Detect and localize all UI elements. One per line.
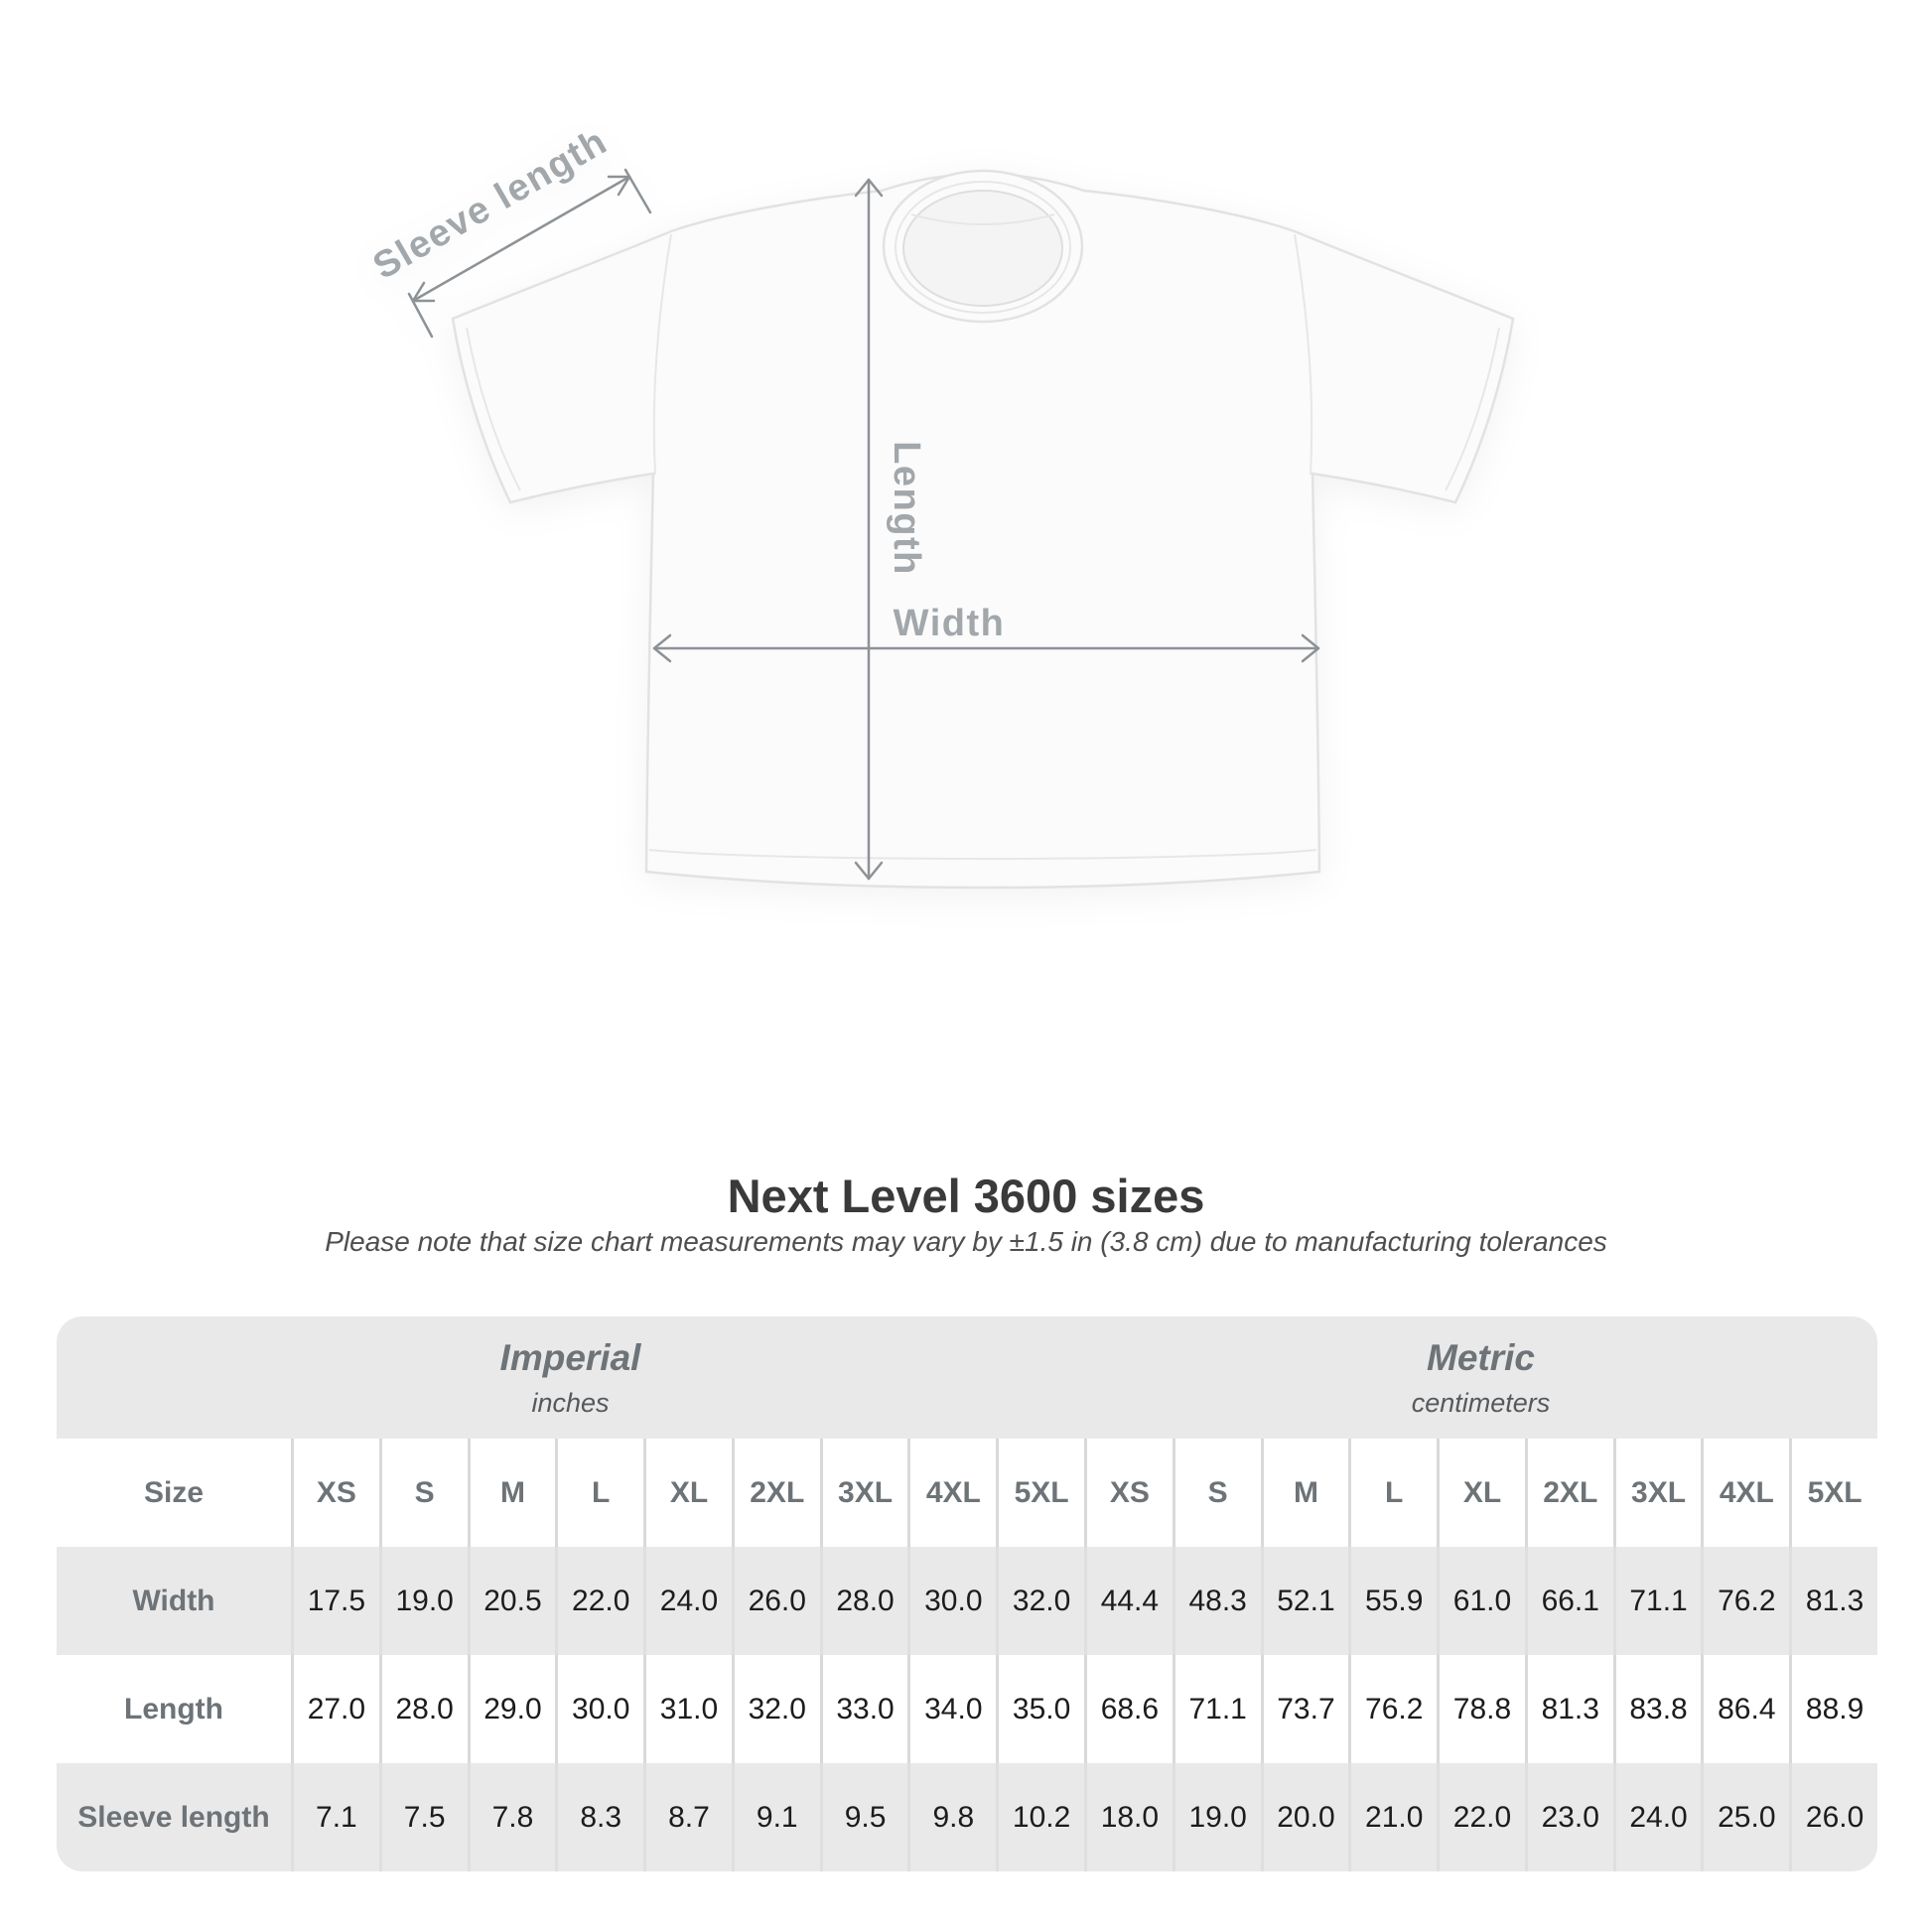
- value-cell: 20.0: [1261, 1763, 1349, 1871]
- value-cell: 9.1: [732, 1763, 820, 1871]
- unit-group-imperial: [57, 1316, 1084, 1439]
- value-cell: 32.0: [996, 1547, 1084, 1655]
- length-label: Length: [886, 441, 927, 576]
- size-table: [57, 1316, 1877, 1871]
- size-header-imperial: M: [468, 1439, 556, 1547]
- size-header-imperial: XL: [643, 1439, 732, 1547]
- size-header-metric: S: [1173, 1439, 1261, 1547]
- value-cell: 18.0: [1084, 1763, 1173, 1871]
- unit-group-label: Imperial: [499, 1336, 641, 1378]
- value-cell: 27.0: [291, 1655, 379, 1763]
- size-header-metric: XS: [1084, 1439, 1173, 1547]
- size-header-metric: M: [1261, 1439, 1349, 1547]
- value-cell: 73.7: [1261, 1655, 1349, 1763]
- value-cell: 35.0: [996, 1655, 1084, 1763]
- value-cell: 7.5: [379, 1763, 468, 1871]
- unit-group-unit: centimeters: [1411, 1387, 1551, 1418]
- value-cell: 7.1: [291, 1763, 379, 1871]
- value-cell: 19.0: [1173, 1763, 1261, 1871]
- page-subtitle: Please note that size chart measurements may vary by ±1.5 in (3.8 cm) due to manufacturing tolerances: [325, 1226, 1607, 1257]
- size-header-metric: 5XL: [1789, 1439, 1877, 1547]
- value-cell: 21.0: [1348, 1763, 1437, 1871]
- unit-group-label: Metric: [1427, 1336, 1535, 1378]
- value-cell: 88.9: [1789, 1655, 1877, 1763]
- value-cell: 24.0: [1613, 1763, 1702, 1871]
- value-cell: 86.4: [1701, 1655, 1789, 1763]
- value-cell: 26.0: [732, 1547, 820, 1655]
- value-cell: 71.1: [1613, 1547, 1702, 1655]
- value-cell: 68.6: [1084, 1655, 1173, 1763]
- size-header-metric: 4XL: [1701, 1439, 1789, 1547]
- value-cell: 33.0: [820, 1655, 908, 1763]
- size-header-metric: 2XL: [1525, 1439, 1613, 1547]
- value-cell: 78.8: [1437, 1655, 1525, 1763]
- value-cell: 76.2: [1701, 1547, 1789, 1655]
- size-header-imperial: 2XL: [732, 1439, 820, 1547]
- value-cell: 81.3: [1525, 1655, 1613, 1763]
- value-cell: 81.3: [1789, 1547, 1877, 1655]
- unit-group-metric: [1084, 1316, 1877, 1439]
- value-cell: 22.0: [1437, 1763, 1525, 1871]
- value-cell: 83.8: [1613, 1655, 1702, 1763]
- value-cell: 28.0: [820, 1547, 908, 1655]
- value-cell: 26.0: [1789, 1763, 1877, 1871]
- sleeve-length-label: Sleeve length: [365, 120, 616, 288]
- value-cell: 8.7: [643, 1763, 732, 1871]
- row-label-sleeve-length: Sleeve length: [57, 1763, 291, 1871]
- size-header-metric: XL: [1437, 1439, 1525, 1547]
- size-header-imperial: 5XL: [996, 1439, 1084, 1547]
- value-cell: 48.3: [1173, 1547, 1261, 1655]
- value-cell: 32.0: [732, 1655, 820, 1763]
- value-cell: 52.1: [1261, 1547, 1349, 1655]
- size-table-grid: [57, 1316, 1877, 1871]
- value-cell: 28.0: [379, 1655, 468, 1763]
- value-cell: 8.3: [555, 1763, 643, 1871]
- size-header-metric: 3XL: [1613, 1439, 1702, 1547]
- value-cell: 34.0: [907, 1655, 996, 1763]
- value-cell: 30.0: [907, 1547, 996, 1655]
- value-cell: 66.1: [1525, 1547, 1613, 1655]
- value-cell: 76.2: [1348, 1655, 1437, 1763]
- unit-group-unit: inches: [531, 1387, 610, 1418]
- value-cell: 25.0: [1701, 1763, 1789, 1871]
- value-cell: 71.1: [1173, 1655, 1261, 1763]
- value-cell: 30.0: [555, 1655, 643, 1763]
- size-header-imperial: S: [379, 1439, 468, 1547]
- row-label-length: Length: [57, 1655, 291, 1763]
- size-header-imperial: L: [555, 1439, 643, 1547]
- value-cell: 10.2: [996, 1763, 1084, 1871]
- value-cell: 23.0: [1525, 1763, 1613, 1871]
- collar-opening: [903, 191, 1062, 306]
- value-cell: 31.0: [643, 1655, 732, 1763]
- value-cell: 24.0: [643, 1547, 732, 1655]
- value-cell: 9.8: [907, 1763, 996, 1871]
- value-cell: 19.0: [379, 1547, 468, 1655]
- value-cell: 44.4: [1084, 1547, 1173, 1655]
- width-label: Width: [893, 603, 1006, 644]
- value-cell: 22.0: [555, 1547, 643, 1655]
- value-cell: 29.0: [468, 1655, 556, 1763]
- size-header-metric: L: [1348, 1439, 1437, 1547]
- value-cell: 9.5: [820, 1763, 908, 1871]
- size-header-imperial: XS: [291, 1439, 379, 1547]
- page-title: Next Level 3600 sizes: [727, 1170, 1205, 1222]
- value-cell: 7.8: [468, 1763, 556, 1871]
- value-cell: 61.0: [1437, 1547, 1525, 1655]
- size-header-imperial: 4XL: [907, 1439, 996, 1547]
- row-label-width: Width: [57, 1547, 291, 1655]
- size-column-header: Size: [57, 1439, 291, 1547]
- value-cell: 20.5: [468, 1547, 556, 1655]
- value-cell: 17.5: [291, 1547, 379, 1655]
- size-header-imperial: 3XL: [820, 1439, 908, 1547]
- value-cell: 55.9: [1348, 1547, 1437, 1655]
